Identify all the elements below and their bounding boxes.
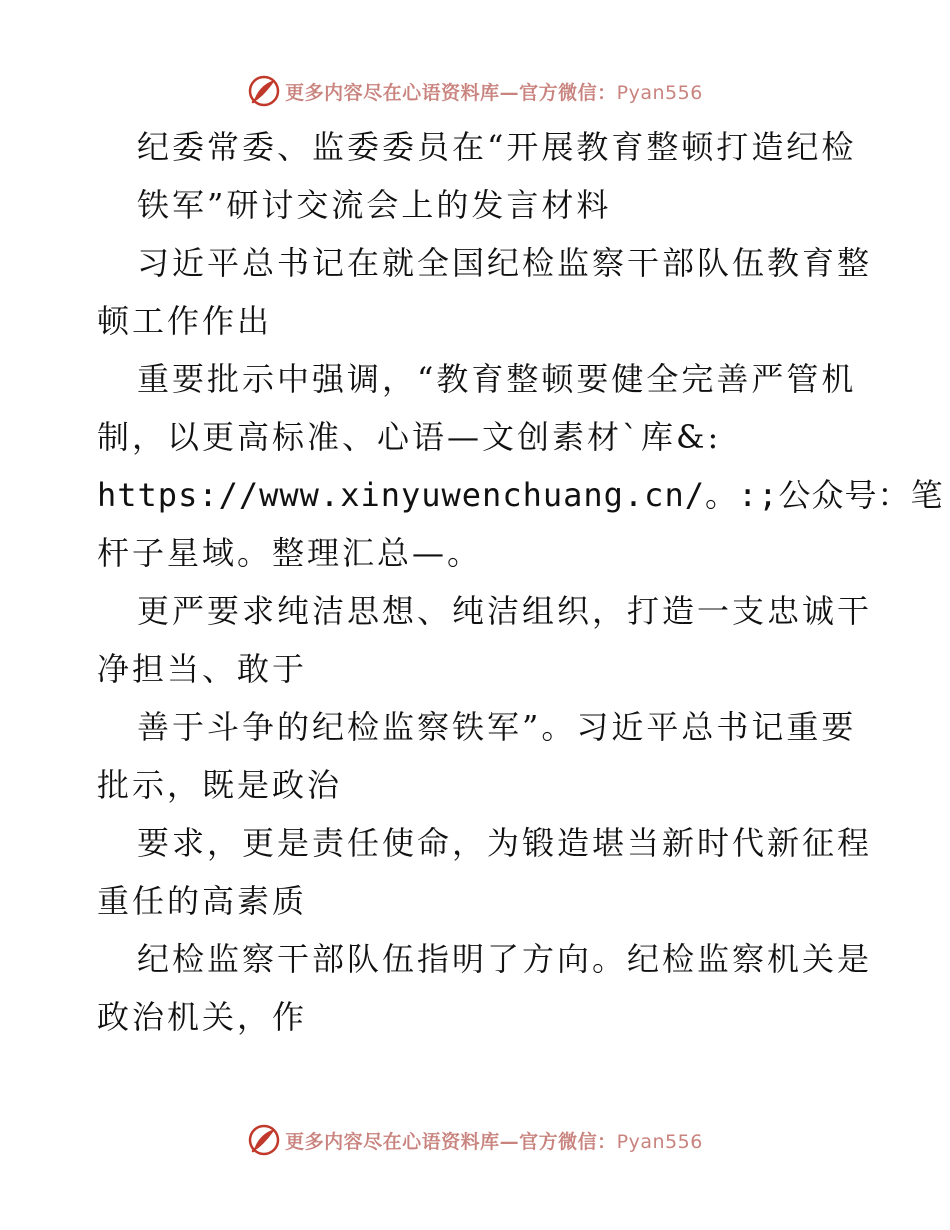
page-header-watermark	[0, 71, 950, 111]
doc-line-10: 净担当、敢于	[97, 650, 308, 688]
doc-line-5: 重要批示中强调，“教育整顿要健全完善严管机	[137, 360, 857, 398]
doc-line-11: 善于斗争的纪检监察铁军”。习近平总书记重要	[137, 708, 857, 746]
pen-logo-icon	[247, 74, 281, 108]
footer-brand-text	[285, 1127, 703, 1154]
doc-line-14: 重任的高素质	[97, 882, 308, 920]
doc-line-2: 铁军”研讨交流会上的发言材料	[137, 186, 612, 224]
doc-line-13: 要求，更是责任使命，为锻造堪当新时代新征程	[137, 824, 873, 862]
doc-line-9: 更严要求纯洁思想、纯洁组织，打造一支忠诚干	[137, 592, 873, 630]
footer-brand-id: Pyan556	[616, 1130, 703, 1153]
header-brand-text	[285, 78, 703, 105]
document-body	[97, 118, 944, 1046]
doc-line-16: 政治机关，作	[97, 998, 308, 1036]
doc-line-4: 顿工作作出	[97, 302, 273, 340]
doc-line-12: 批示，既是政治	[97, 766, 343, 804]
doc-line-1: 纪委常委、监委委员在“开展教育整顿打造纪检	[137, 128, 857, 166]
doc-line-3: 习近平总书记在就全国纪检监察干部队伍教育整	[137, 244, 873, 282]
doc-line-15: 纪检监察干部队伍指明了方向。纪检监察机关是	[137, 940, 873, 978]
header-brand-id: Pyan556	[616, 81, 703, 104]
doc-line-8: 杆子星域。整理汇总—。	[97, 534, 483, 572]
pen-logo-icon	[247, 1123, 281, 1157]
page-footer-watermark	[0, 1120, 950, 1160]
header-brand-prefix: 更多内容尽在心语资料库—官方微信：	[285, 81, 617, 104]
doc-line-6: 制，以更高标准、心语—文创素材`库&:	[97, 418, 722, 456]
footer-brand-prefix: 更多内容尽在心语资料库—官方微信：	[285, 1130, 617, 1153]
doc-line-7-url: https://www.xinyuwenchuang.cn/。:;公众号：笔	[97, 476, 944, 514]
